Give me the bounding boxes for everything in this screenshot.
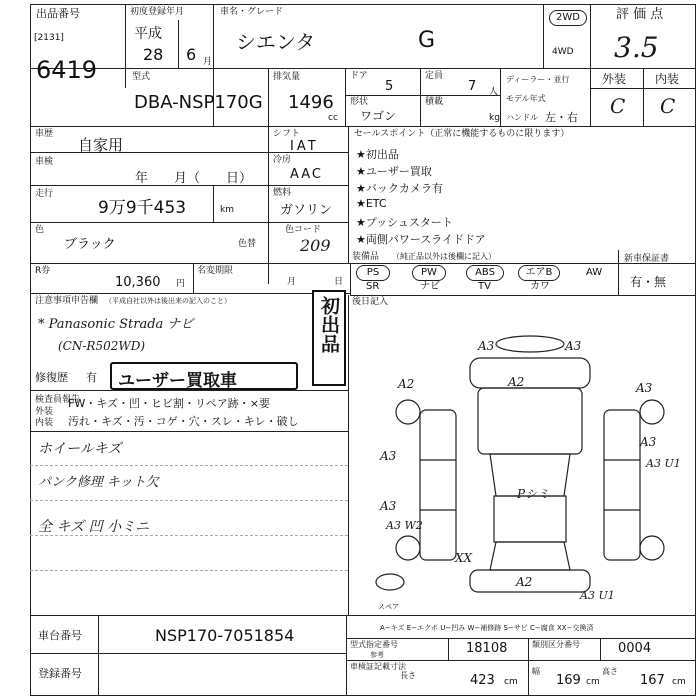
color-change-label: 色替 (238, 239, 257, 249)
displacement-label: 排気量 (273, 72, 301, 82)
interior-grade: C (660, 94, 676, 118)
hood (478, 388, 582, 454)
rear-window (490, 542, 570, 570)
selling-points-list (356, 146, 486, 248)
model-cert-label: 型式指定番号 (350, 640, 398, 649)
left-side (420, 410, 456, 560)
recycle-label: R券 (35, 266, 51, 276)
inspector-handwritten-2: パンク修理 キット欠 (38, 475, 159, 490)
selling-point-item: ★ETC (356, 197, 387, 210)
exterior-grade: C (610, 94, 626, 118)
dims-label: 車検証記載寸法 (350, 662, 406, 671)
repair-label: 修復歴 (35, 371, 68, 384)
lot-label: 出品番号 (36, 7, 80, 20)
inspector-handwritten-3: 全 キズ 凹 小ミニ (38, 519, 150, 535)
body-label: 形状 (350, 97, 369, 107)
front-bumper (470, 358, 590, 388)
new-warranty-value: 有・無 (630, 275, 667, 289)
diagram-mark: A3 (565, 339, 582, 353)
diagram-mark: A3 U1 (646, 457, 681, 470)
reg-month-unit: 月 (287, 277, 297, 287)
mileage-value: 9万9千453 (98, 198, 187, 218)
wheel-fl (396, 400, 420, 424)
first-listing-stamp: 初出品 (312, 290, 346, 386)
dealer-label: ディーラー・並行 (506, 75, 570, 84)
score: 3.5 (614, 31, 659, 64)
width-value: 169 (556, 673, 581, 688)
fuel-label: 燃料 (273, 188, 292, 198)
fuel-value: ガソリン (280, 203, 333, 218)
inspector-exterior-label: 外装 (35, 407, 54, 417)
ac-value: AAC (290, 167, 323, 182)
color-value: ブラック (64, 237, 116, 252)
wheel-fr (640, 400, 664, 424)
equip-leather: カワ (530, 281, 550, 292)
grade: G (418, 28, 436, 53)
user-buy-stamp: ユーザー買取車 (110, 362, 298, 390)
selling-point-item: ★ユーザー買取 (356, 165, 432, 178)
color-label: 色 (35, 225, 45, 235)
registration-label: 名変期限 (197, 266, 234, 276)
wheel-rl (396, 536, 420, 560)
model-year-label: モデル年式 (506, 94, 546, 103)
equip-tv: TV (478, 281, 491, 292)
equipment-note: （純正品以外は後欄に記入） (392, 252, 496, 261)
displacement-value: 1496 (288, 92, 334, 113)
type-value: DBA-NSP170G (134, 92, 263, 113)
diagram-mark: A2 (516, 575, 533, 589)
diagram-mark: A3 (478, 339, 495, 353)
load-label: 積載 (425, 97, 444, 107)
width-unit: cm (586, 677, 600, 687)
model-cert-value: 18108 (466, 641, 508, 656)
selling-point-item: ★バックカメラ有 (356, 182, 443, 195)
body-value: ワゴン (360, 109, 397, 123)
cc-unit: cc (328, 113, 338, 123)
width-label: 幅 (532, 667, 540, 676)
chassis-value: NSP170-7051854 (155, 626, 295, 645)
selling-points-title: セールスポイント（正常に機能するものに限ります） (354, 129, 570, 139)
model-name: シエンタ (236, 30, 316, 54)
equip-navi: ナビ (420, 281, 440, 292)
inspection-label: 車検 (35, 157, 54, 167)
inspector-label: 検査員報告 (35, 395, 81, 405)
diagram-legend: A−キズ E−エクボ U−凹み W−補修跡 S−サビ C−腐食 XX−交換済 (380, 624, 594, 632)
notes-sub: （平成自社以外は後出来の記入のこと） (105, 297, 231, 305)
repair-value: 有 (86, 371, 97, 384)
drive-2wd: 2WD (549, 10, 587, 26)
notes-handwritten-2: (CN-R502WD) (58, 339, 145, 353)
capacity-unit: 人 (489, 87, 499, 97)
shift-value: IAT (290, 139, 319, 154)
equip-abs: ABS (466, 265, 504, 281)
km-unit: km (220, 205, 234, 215)
reg-day-unit: 日 (334, 277, 344, 287)
color-code-value: 209 (300, 236, 331, 255)
selling-point-item: ★両側パワースライドドア (356, 233, 486, 246)
color-code-label: 色コード (285, 225, 322, 235)
reg-no-label: 登録番号 (38, 667, 82, 680)
diagram-mark: A3 (380, 499, 397, 513)
equip-airbag: エアB (518, 265, 560, 281)
new-warranty-label: 新車保証書 (624, 254, 670, 264)
lot-number: 6419 (36, 56, 98, 84)
handle-value: 左・右 (545, 111, 578, 124)
capacity-label: 定員 (425, 71, 444, 81)
chassis-label: 車台番号 (38, 629, 82, 642)
diagram-mark: Pシミ (517, 487, 550, 501)
recycle-value: 10,360 (115, 275, 161, 290)
car-damage-diagram (350, 297, 696, 615)
reference-label: 参考 (370, 651, 384, 659)
shift-label: シフト (273, 129, 301, 139)
mileage-label: 走行 (35, 189, 54, 199)
diagram-mark: A3 U1 (580, 589, 615, 602)
diagram-mark: A3 (640, 435, 657, 449)
capacity-value: 7 (468, 79, 477, 94)
doors-value: 5 (385, 79, 394, 94)
equipment-label: 装備品 (352, 252, 380, 262)
inspector-interior-label: 内装 (35, 418, 54, 428)
usage-label: 車歴 (35, 129, 54, 139)
length-unit: cm (504, 677, 518, 687)
selling-point-item: ★プッシュスタート (356, 216, 453, 229)
interior-items: 汚れ・キズ・汚・コゲ・穴・スレ・キレ・破し (68, 415, 299, 428)
interior-label: 内装 (655, 72, 680, 86)
diagram-mark: A3 (380, 449, 397, 463)
notes-handwritten-1: * Panasonic Strada ナビ (38, 317, 194, 332)
score-label: 評 価 点 (616, 7, 664, 22)
diagram-mark: A2 (398, 377, 415, 391)
inspection-value: 年 月（ 日） (135, 171, 253, 186)
type-label: 型式 (132, 72, 151, 82)
reg-year: 28 (143, 45, 164, 64)
height-value: 167 (640, 673, 665, 688)
equip-aw: AW (586, 267, 603, 278)
roof (494, 496, 566, 542)
right-side (604, 410, 640, 560)
height-unit: cm (672, 677, 686, 687)
drive-4wd: 4WD (552, 47, 574, 57)
era: 平成 (134, 26, 162, 42)
spare-tire (376, 574, 404, 590)
doors-label: ドア (350, 71, 368, 81)
reg-month: 6 (186, 45, 197, 64)
inspector-handwritten-1: ホイールキズ (38, 441, 122, 457)
spare-label: スペア (378, 603, 399, 611)
first-reg-label: 初度登録年月 (130, 7, 185, 17)
recycle-unit: 円 (176, 279, 186, 289)
usage-value: 自家用 (78, 136, 124, 154)
category-label: 類別区分番号 (532, 640, 580, 649)
notes-label: 注意事項申告欄 (35, 296, 99, 306)
ac-label: 冷房 (273, 155, 292, 165)
selling-point-item: ★初出品 (356, 148, 399, 161)
after-label: 後日記入 (352, 297, 389, 307)
length-value: 423 (470, 673, 495, 688)
lot-code: [2131] (34, 33, 64, 43)
diagram-mark: XX (455, 551, 473, 565)
diagram-mark: A3 W2 (386, 519, 423, 532)
exterior-label: 外装 (602, 72, 627, 86)
kg-unit: kg (489, 113, 500, 123)
equip-pw: PW (412, 265, 446, 281)
handle-label: ハンドル (506, 113, 538, 122)
wheel-rr (640, 536, 664, 560)
diagram-mark: A3 (636, 381, 653, 395)
category-value: 0004 (618, 641, 652, 656)
model-grade-label: 車名・グレード (220, 7, 284, 17)
month-unit: 月 (203, 57, 213, 67)
height-label: 高さ (602, 667, 618, 676)
equip-sr: SR (366, 281, 380, 292)
length-label: 長さ (400, 671, 416, 680)
equip-ps: PS (356, 265, 390, 281)
diagram-mark: A2 (508, 375, 525, 389)
exterior-items: FW・キズ・凹・ヒビ割・リペア跡・×要 (68, 397, 270, 410)
